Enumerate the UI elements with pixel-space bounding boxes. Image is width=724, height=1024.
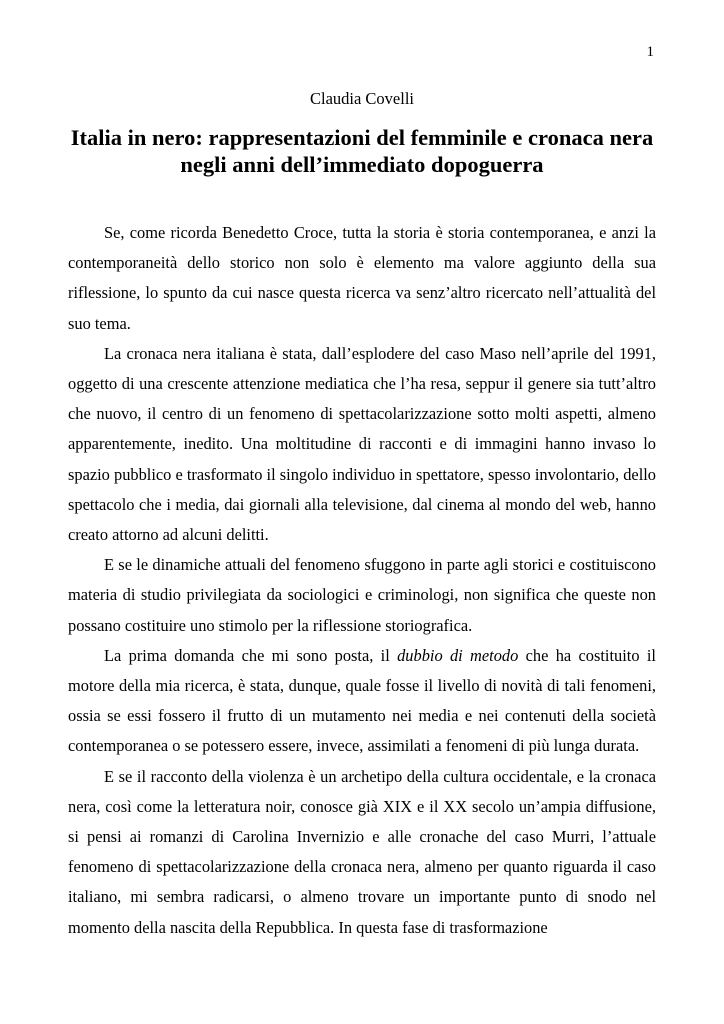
author-name: Claudia Covelli xyxy=(309,89,415,108)
paragraph-2: La cronaca nera italiana è stata, dall’esplodere del caso Maso nell’aprile del 1991, oggetto di una crescente attenzione mediatica che l’ha resa, seppur il genere sia tutt’altro che nuovo, il centro di un fenomeno di spettacolarizzazione sotto molti aspetti, almeno apparentemente, inedito. Una moltitudine di racconti e di immagini hanno invaso lo spazio pubblico e trasformato il singolo individuo in spettatore, spesso involontario, dello spettacolo che i media, dai giornali alla televisione, dal cinema al mondo del web, hanno creato attorno ad alcuni delitti. xyxy=(68,343,656,545)
paragraph-4-after: che ha costituito il motore della mia ricerca, è stata, dunque, quale fosse il livello di novità di tali fenomeni, ossia se essi fossero il frutto di un mutamento nei media e nei contenuti della società contemporanea o se potessero essere, invece, assimilati a fenomeni di più lunga durata. xyxy=(68,645,656,756)
paragraph-1: Se, come ricorda Benedetto Croce, tutta la storia è storia contemporanea, e anzi la contemporaneità dello storico non solo è elemento ma valore aggiunto della sua riflessione, lo spunto da cui nasce questa ricerca va senz’altro ricercato nell’attualità del suo tema. xyxy=(68,223,656,333)
paragraph-4 xyxy=(68,641,656,762)
paragraph-4-italic: dubbio di metodo xyxy=(397,645,519,665)
title-line-2: negli anni dell’immediato dopoguerra xyxy=(180,152,544,177)
paragraph-4-before: La prima domanda che mi sono posta, il xyxy=(104,645,398,665)
page-number: 1 xyxy=(646,44,654,60)
body-text xyxy=(68,218,656,943)
document-title xyxy=(68,124,656,178)
title-line-1: Italia in nero: rappresentazioni del femminile e cronaca nera xyxy=(70,125,654,150)
paragraph-3: E se le dinamiche attuali del fenomeno sfuggono in parte agli storici e costituiscono materia di studio privilegiata da sociologici e criminologi, non significa che queste non possano costituire uno stimolo per la riflessione storiografica. xyxy=(68,555,656,635)
paragraph-5: E se il racconto della violenza è un archetipo della cultura occidentale, e la cronaca nera, così come la letteratura noir, conosce già XIX e il XX secolo un’ampia diffusione, si pensi ai romanzi di Carolina Invernizio e alle cronache del caso Murri, l’attuale fenomeno di spettacolarizzazione della cronaca nera, almeno per quanto riguarda il caso italiano, mi sembra radicarsi, o almeno trovare un importante punto di snodo nel momento della nascita della Repubblica. In questa fase di trasformazione xyxy=(68,766,656,937)
